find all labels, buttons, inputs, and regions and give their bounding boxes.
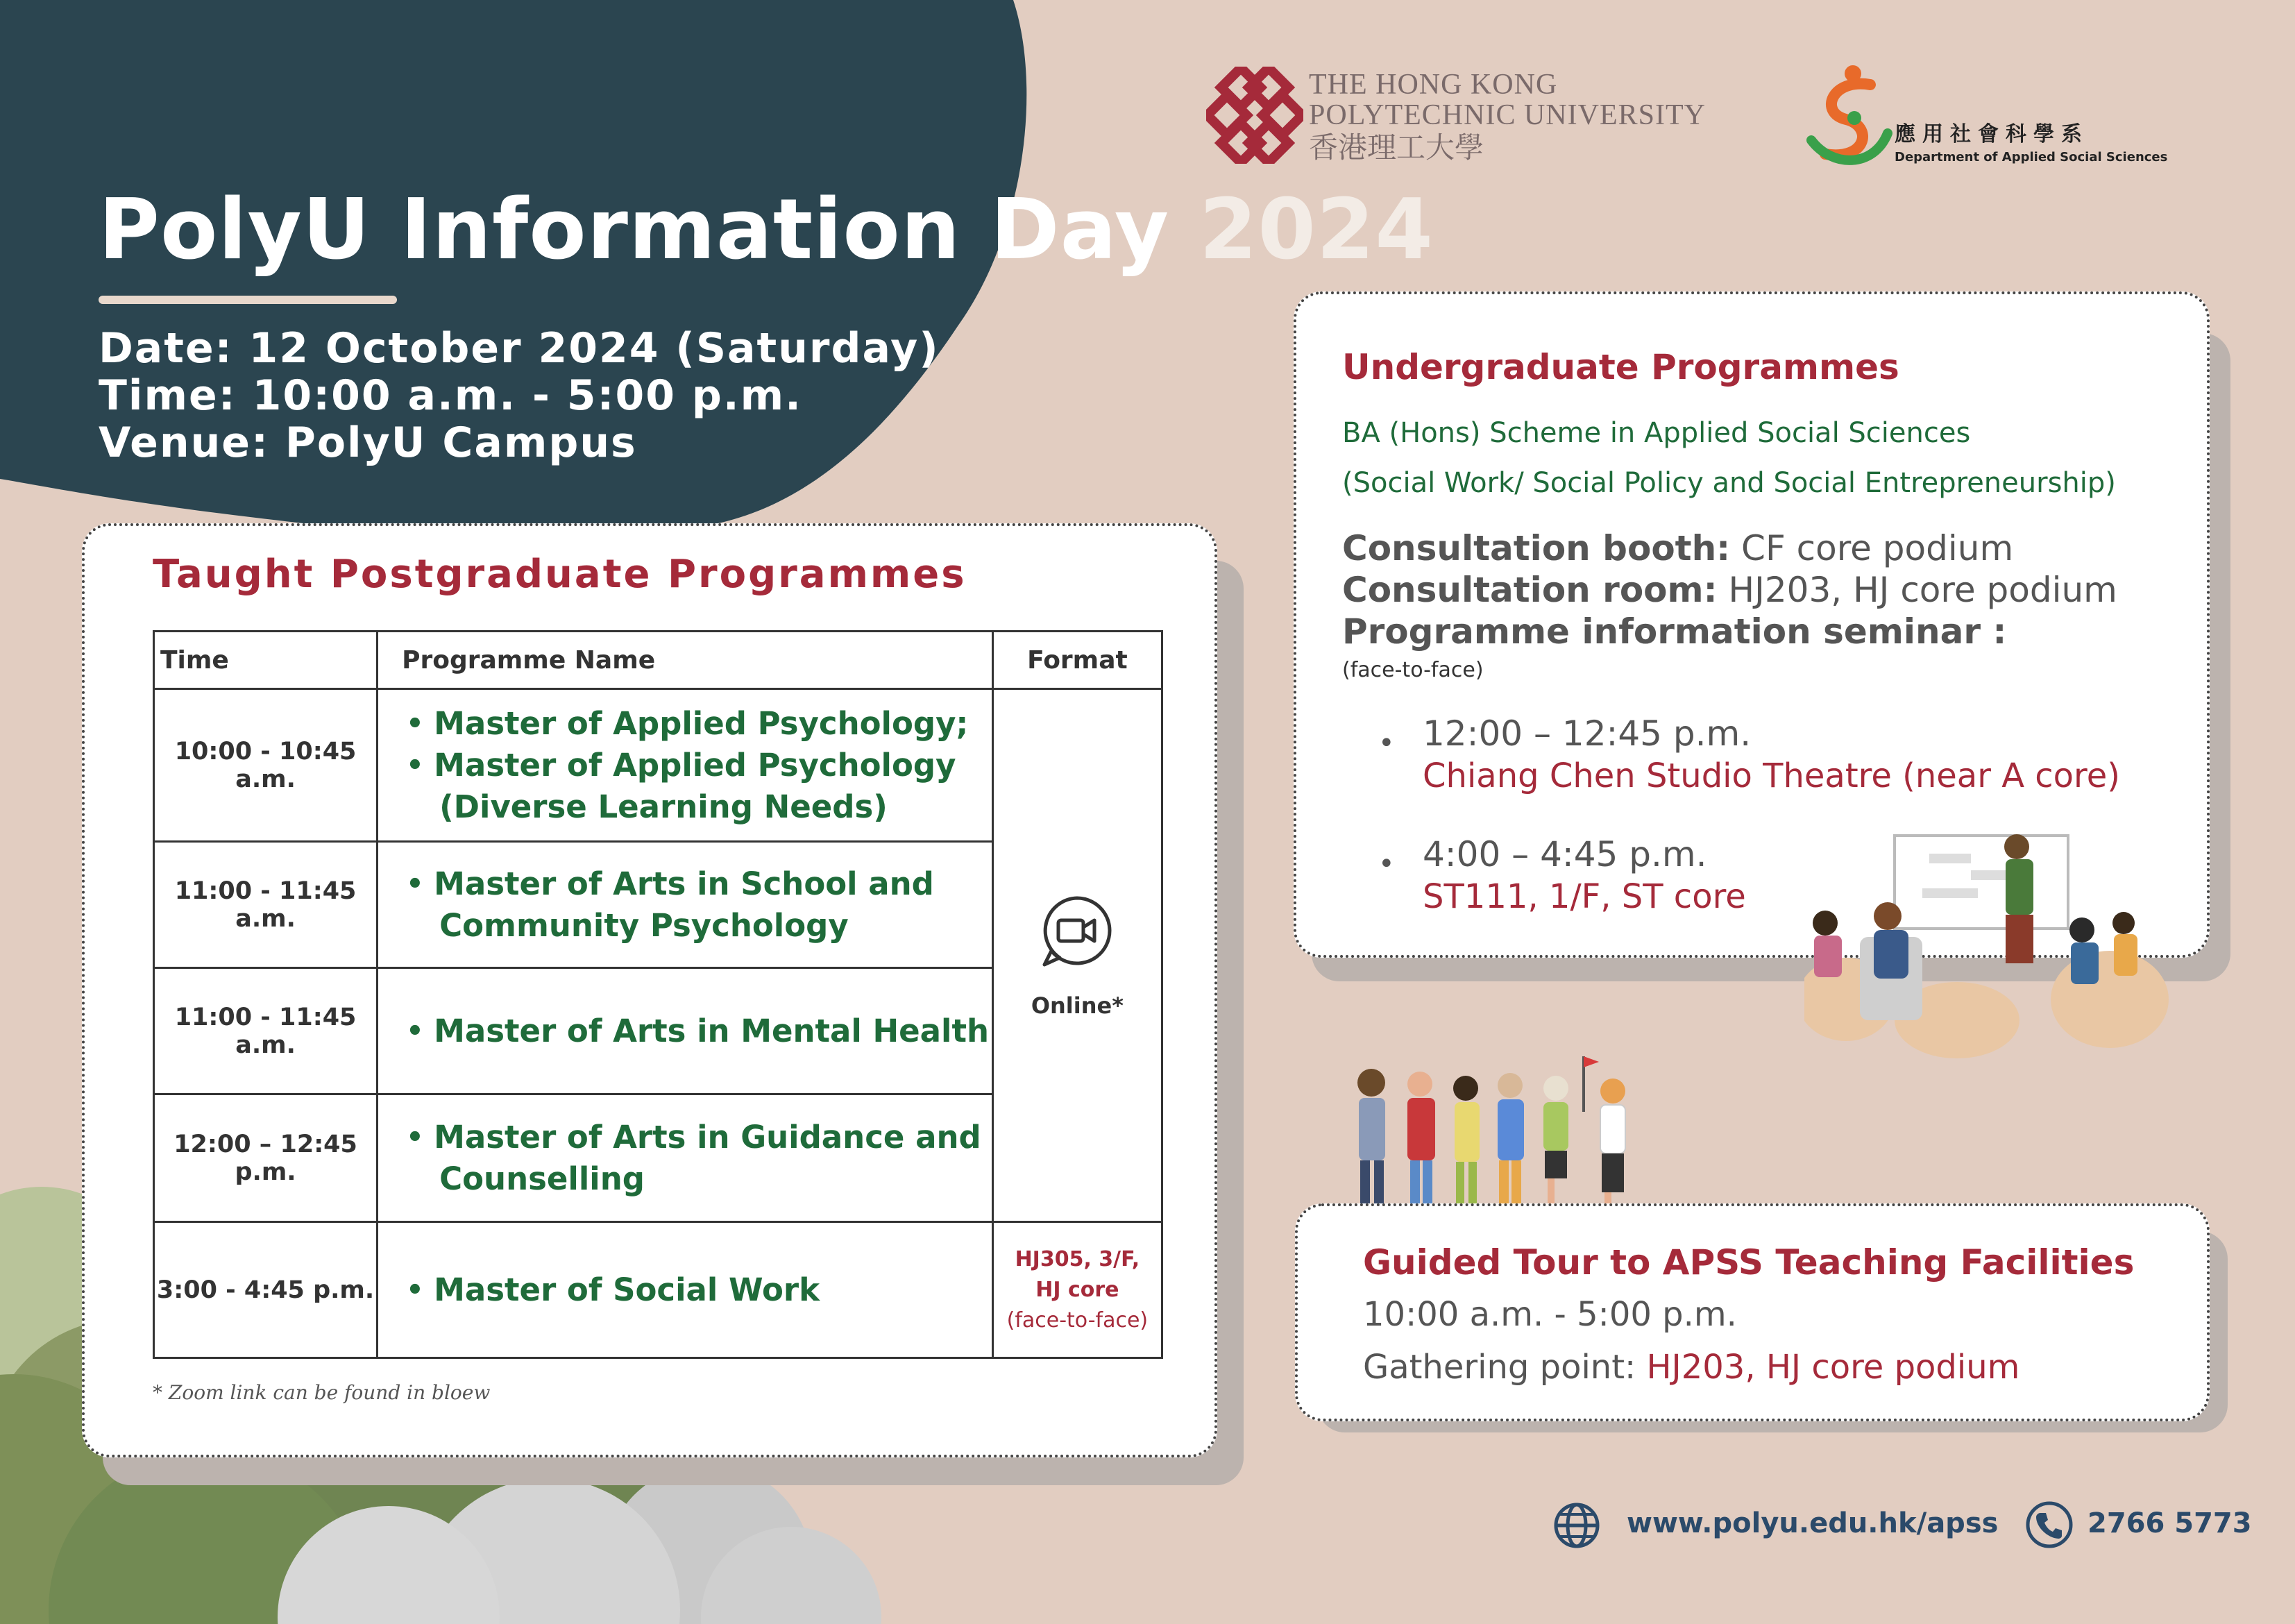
page-title: PolyU Information Day 2024 [99, 182, 1434, 278]
tour-time: 10:00 a.m. - 5:00 p.m. [1363, 1295, 1737, 1334]
polyu-logo [1206, 67, 1303, 164]
programme-item: • Master of Arts in School and [406, 863, 992, 905]
seminar-session-venue: ST111, 1/F, ST core [1423, 877, 1746, 916]
table-row [154, 1222, 1162, 1358]
format-venue-line1: HJ305, 3/F, [1015, 1246, 1140, 1271]
event-date: Date: 12 October 2024 (Saturday) [99, 324, 940, 373]
column-header-format: Format [992, 632, 1162, 689]
programme-item: • Master of Applied Psychology; [406, 703, 992, 745]
consultation-booth: Consultation booth: CF core podium [1342, 528, 2014, 568]
programme-list [378, 842, 993, 968]
undergrad-consultation-info [1342, 527, 2117, 652]
programme-item-continued: Counselling [439, 1160, 645, 1197]
seminar-session-venue: Chiang Chen Studio Theatre (near A core) [1423, 756, 2120, 795]
programme-item: • Master of Social Work [406, 1269, 992, 1311]
event-time: Time: 10:00 a.m. - 5:00 p.m. [99, 371, 802, 420]
event-details [99, 325, 940, 466]
undergrad-heading: Undergraduate Programmes [1342, 347, 1899, 387]
apss-name-chinese: 應用社會科學系 [1895, 122, 2089, 146]
table-row [154, 689, 1162, 842]
session-time: 3:00 - 4:45 p.m. [154, 1222, 378, 1358]
session-time: 12:00 – 12:45 p.m. [154, 1094, 378, 1222]
tour-group-illustration [1350, 1049, 1767, 1223]
format-venue-cell [992, 1222, 1162, 1358]
programme-list [378, 689, 993, 842]
tour-heading: Guided Tour to APSS Teaching Facilities [1363, 1242, 2135, 1283]
consultation-room: Consultation room: HJ203, HJ core podium [1342, 570, 2117, 610]
seminar-mode: (face-to-face) [1342, 658, 1484, 682]
format-venue-line3: (face-to-face) [1006, 1308, 1149, 1333]
apss-logo [1804, 64, 1895, 168]
event-venue: Venue: PolyU Campus [99, 418, 637, 467]
title-underline [99, 296, 397, 304]
programme-item: • Master of Arts in Mental Health [406, 1010, 992, 1052]
format-venue-line2: HJ core [1035, 1277, 1119, 1302]
column-header-time: Time [154, 632, 378, 689]
seminar-illustration [1804, 826, 2179, 1062]
phone-icon [2025, 1500, 2074, 1549]
globe-icon [1553, 1502, 1600, 1549]
apss-name-english: Department of Applied Social Sciences [1895, 150, 2168, 164]
video-camera-icon [1039, 893, 1115, 969]
polyu-name-line2: POLYTECHNIC UNIVERSITY [1309, 99, 1706, 131]
programme-item: • Master of Applied Psychology [406, 745, 992, 786]
seminar-label: Programme information seminar : [1342, 611, 2007, 652]
apss-name [1895, 117, 2167, 164]
seminar-session-time: 12:00 – 12:45 p.m. [1423, 713, 1752, 754]
column-header-programme: Programme Name [378, 632, 993, 689]
undergrad-programme-line2: (Social Work/ Social Policy and Social Entrepreneurship) [1342, 467, 2116, 499]
programme-item-continued: Community Psychology [439, 906, 849, 944]
polyu-name-line1: THE HONG KONG [1309, 69, 1558, 101]
undergrad-programme-line1: BA (Hons) Scheme in Applied Social Sciences [1342, 417, 1971, 449]
programme-item: • Master of Arts in Guidance and [406, 1117, 992, 1158]
tour-gathering-point: Gathering point: HJ203, HJ core podium [1363, 1348, 2020, 1387]
undergrad-programme [1342, 408, 2116, 508]
format-online-cell [992, 689, 1162, 1222]
polyu-name [1309, 69, 1706, 165]
polyu-name-chinese: 香港理工大學 [1309, 133, 1484, 164]
format-online-label: Online* [1031, 992, 1124, 1019]
programme-list [378, 1094, 993, 1222]
session-time: 10:00 - 10:45 a.m. [154, 689, 378, 842]
taught-pg-heading: Taught Postgraduate Programmes [153, 552, 967, 597]
phone-number[interactable]: 2766 5773 [2087, 1507, 2252, 1539]
session-time: 11:00 - 11:45 a.m. [154, 968, 378, 1094]
seminar-session-time: 4:00 – 4:45 p.m. [1423, 834, 1707, 874]
table-header-row [154, 632, 1162, 689]
programme-item-continued: (Diverse Learning Needs) [439, 788, 888, 825]
schedule-table [153, 630, 1163, 1359]
programme-list [378, 968, 993, 1094]
session-time: 11:00 - 11:45 a.m. [154, 842, 378, 968]
zoom-footnote: * Zoom link can be found in bloew [153, 1381, 491, 1404]
website-link[interactable]: www.polyu.edu.hk/apss [1627, 1507, 1999, 1539]
programme-list [378, 1222, 993, 1358]
